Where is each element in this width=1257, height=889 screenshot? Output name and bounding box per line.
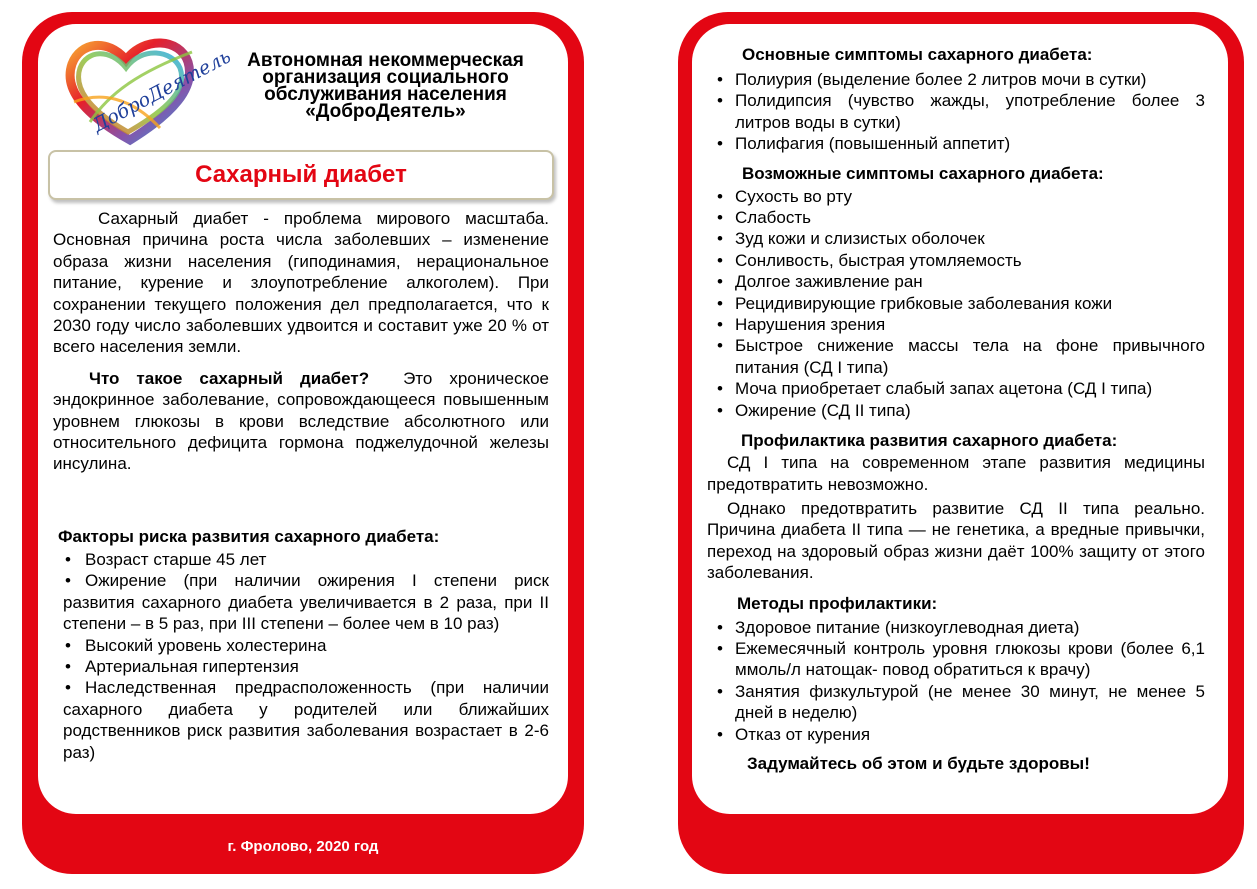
bullet-icon: • bbox=[717, 272, 723, 292]
list-item-text: Здоровое питание (низкоуглеводная диета) bbox=[735, 617, 1080, 637]
bullet-icon: • bbox=[717, 186, 723, 206]
footer-city-year: г. Фролово, 2020 год bbox=[227, 838, 379, 855]
right-page-panel bbox=[678, 12, 1244, 874]
list-item bbox=[63, 656, 549, 677]
prevention-paragraph-1: СД I типа на современном этапе развития медицины предотвратить невозможно. bbox=[707, 453, 1205, 494]
right-content bbox=[707, 44, 1205, 775]
list-item bbox=[63, 549, 549, 570]
methods-heading: Методы профилактики: bbox=[737, 593, 938, 613]
list-item bbox=[707, 90, 1205, 133]
list-item-text: Ежемесячный контроль уровня глюкозы крови (более 6,1 ммоль/л натощак- повод обратиться к врачу) bbox=[735, 638, 1205, 680]
org-line: Автономная некоммерческая bbox=[247, 50, 524, 71]
bullet-icon: • bbox=[717, 724, 723, 744]
org-line: обслуживания населения bbox=[264, 84, 507, 105]
list-item bbox=[707, 378, 1205, 399]
bullet-icon: • bbox=[717, 91, 723, 111]
list-item-text: Быстрое снижение массы тела на фоне привычного питания (СД I типа) bbox=[735, 336, 1205, 377]
list-item-text: Сонливость, быстрая утомляемость bbox=[735, 250, 1022, 270]
org-line: «ДоброДеятель» bbox=[305, 101, 466, 122]
bullet-icon: • bbox=[717, 229, 723, 249]
list-item bbox=[707, 314, 1205, 335]
list-item-text: Возраст старше 45 лет bbox=[85, 550, 267, 569]
list-item-text: Высокий уровень холестерина bbox=[85, 635, 327, 655]
bullet-icon: • bbox=[717, 617, 723, 637]
bullet-icon: • bbox=[65, 635, 71, 655]
left-page-card bbox=[38, 24, 568, 814]
list-item bbox=[707, 724, 1205, 745]
list-item-text: Полиурия (выделение более 2 литров мочи в сутки) bbox=[735, 70, 1147, 89]
bullet-icon: • bbox=[717, 250, 723, 270]
bullet-icon: • bbox=[65, 571, 71, 591]
list-item bbox=[707, 207, 1205, 228]
prevention-methods-list bbox=[707, 617, 1205, 745]
bullet-icon: • bbox=[717, 293, 723, 313]
bullet-icon: • bbox=[717, 400, 723, 420]
list-item bbox=[707, 69, 1205, 90]
bullet-icon: • bbox=[717, 315, 723, 335]
list-item bbox=[707, 681, 1205, 724]
list-item-text: Моча приобретает слабый запах ацетона (СД I типа) bbox=[735, 379, 1153, 399]
prevention-heading: Профилактика развития сахарного диабета: bbox=[741, 431, 1118, 451]
prevention-paragraph-2: Однако предотвратить развитие СД II типа реально. Причина диабета II типа — не генетика, а вредные привычки, переход на здоровый образ жизни даёт 100% защиту от этого заболевания. bbox=[707, 498, 1205, 583]
intro-paragraph: Сахарный диабет - проблема мирового масштаба. Основная причина роста числа заболевших – изменение образа жизни населения (гиподинамия, нерациональное питание, курение и злоупотребление алкоголем). При сохранении текущего положения дел предполагается, что к 2030 году число заболевших удвоится и составит уже 20 % от всего населения земли. bbox=[53, 209, 549, 357]
list-item bbox=[707, 638, 1205, 681]
list-item-text: Нарушения зрения bbox=[735, 315, 886, 335]
list-item bbox=[707, 186, 1205, 207]
risk-factors-section bbox=[53, 526, 549, 763]
bullet-icon: • bbox=[717, 208, 723, 228]
list-item-text: Сухость во рту bbox=[735, 186, 852, 206]
list-item-text: Наследственная предрасположенность (при наличии сахарного диабета у родителей или ближайших родственников риск развития заболевания возрастает в 2-6 раз) bbox=[63, 678, 549, 762]
list-item-text: Артериальная гипертензия bbox=[85, 657, 299, 677]
list-item bbox=[707, 335, 1205, 378]
title-box bbox=[48, 150, 554, 200]
list-item bbox=[707, 250, 1205, 271]
bullet-icon: • bbox=[717, 379, 723, 399]
list-item bbox=[707, 617, 1205, 638]
list-item bbox=[707, 271, 1205, 292]
list-item-text: Полифагия (повышенный аппетит) bbox=[735, 134, 1011, 154]
org-line: организация социального bbox=[262, 67, 509, 88]
bullet-icon: • bbox=[717, 336, 723, 356]
main-symptoms-list bbox=[707, 69, 1205, 155]
possible-symptoms-heading: Возможные симптомы сахарного диабета: bbox=[742, 163, 1104, 183]
list-item-text: Ожирение (при наличии ожирения I степени риск развития сахарного диабета увеличивается в 2 раза, при II степени – в 5 раз, при III степени – более чем в 10 раз) bbox=[63, 571, 549, 634]
bullet-icon: • bbox=[65, 657, 71, 677]
definition-paragraph bbox=[53, 368, 549, 475]
list-item bbox=[63, 677, 549, 763]
list-item bbox=[707, 133, 1205, 154]
page-title: Сахарный диабет bbox=[195, 161, 407, 188]
bullet-icon: • bbox=[717, 638, 723, 658]
list-item bbox=[63, 635, 549, 656]
list-item bbox=[707, 293, 1205, 314]
list-item-text: Полидипсия (чувство жажды, употребление более 3 литров воды в сутки) bbox=[735, 91, 1205, 132]
definition-answer: Это хроническое эндокринное заболевание, сопровождающееся повышенным уровнем глюкозы в крови вследствие абсолютного или относительного дефицита гормона поджелудочной железы инсулина. bbox=[53, 368, 549, 474]
bullet-icon: • bbox=[717, 134, 723, 154]
organization-name bbox=[213, 52, 558, 120]
list-item-text: Зуд кожи и слизистых оболочек bbox=[735, 229, 985, 249]
risk-factors-heading: Факторы риска развития сахарного диабета: bbox=[58, 527, 440, 546]
list-item bbox=[707, 400, 1205, 421]
definition-question: Что такое сахарный диабет? bbox=[89, 368, 370, 388]
bullet-icon: • bbox=[65, 550, 71, 569]
list-item-text: Долгое заживление ран bbox=[735, 272, 923, 292]
list-item bbox=[63, 570, 549, 634]
possible-symptoms-list bbox=[707, 186, 1205, 421]
list-item bbox=[707, 228, 1205, 249]
bullet-icon: • bbox=[717, 70, 723, 89]
logo-wordmark: ДоброДеятель bbox=[89, 45, 235, 137]
list-item-text: Слабость bbox=[735, 208, 811, 228]
dobrodeyatel-logo bbox=[60, 32, 235, 147]
list-item-text: Рецидивирующие грибковые заболевания кожи bbox=[735, 293, 1113, 313]
risk-factors-list bbox=[53, 549, 549, 763]
list-item-text: Ожирение (СД II типа) bbox=[735, 400, 911, 420]
bullet-icon: • bbox=[65, 678, 71, 698]
list-item-text: Отказ от курения bbox=[735, 724, 871, 744]
closing-message: Задумайтесь об этом и будьте здоровы! bbox=[747, 753, 1090, 773]
right-page-card bbox=[692, 24, 1228, 814]
main-symptoms-heading: Основные симптомы сахарного диабета: bbox=[742, 45, 1093, 64]
intro-section bbox=[53, 208, 549, 475]
bullet-icon: • bbox=[717, 681, 723, 701]
left-page-panel bbox=[22, 12, 584, 874]
list-item-text: Занятия физкультурой (не менее 30 минут, не менее 5 дней в неделю) bbox=[735, 681, 1205, 723]
